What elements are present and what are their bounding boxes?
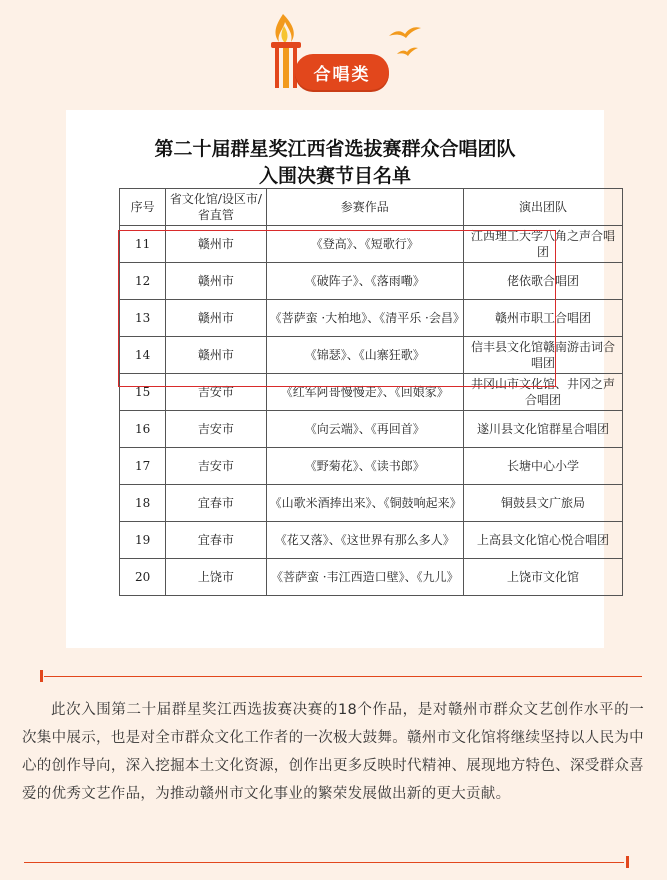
table-header-row bbox=[120, 189, 623, 226]
cell-team: 铜鼓县文广旅局 bbox=[463, 485, 622, 522]
header bbox=[0, 0, 667, 100]
cell-city: 吉安市 bbox=[166, 374, 266, 411]
cell-number: 19 bbox=[120, 522, 166, 559]
cell-works: 《锦瑟》、《山寨狂歌》 bbox=[266, 337, 463, 374]
cell-works: 《山歌米酒捧出来》、《铜鼓响起来》 bbox=[266, 485, 463, 522]
cell-works: 《登高》、《短歌行》 bbox=[266, 226, 463, 263]
divider-top bbox=[44, 676, 642, 677]
cell-number: 12 bbox=[120, 263, 166, 300]
cell-works: 《菩萨蛮 ·大柏地》、《清平乐 ·会昌》 bbox=[266, 300, 463, 337]
header-city: 省文化馆/设区市/省直管 bbox=[166, 189, 266, 226]
cell-team: 江西理工大学八角之声合唱团 bbox=[463, 226, 622, 263]
cell-works: 《菩萨蛮 ·韦江西造口壁》、《九儿》 bbox=[266, 559, 463, 596]
table-row bbox=[120, 448, 623, 485]
birds-icon bbox=[385, 22, 425, 62]
cell-team: 上高县文化馆心悦合唱团 bbox=[463, 522, 622, 559]
table-row bbox=[120, 485, 623, 522]
header-number: 序号 bbox=[120, 189, 166, 226]
finalist-table bbox=[119, 188, 623, 596]
cell-works: 《花又落》、《这世界有那么多人》 bbox=[266, 522, 463, 559]
document-image bbox=[66, 110, 615, 648]
cell-number: 11 bbox=[120, 226, 166, 263]
cell-city: 赣州市 bbox=[166, 263, 266, 300]
cell-number: 16 bbox=[120, 411, 166, 448]
cell-works: 《向云端》、《再回首》 bbox=[266, 411, 463, 448]
cell-works: 《破阵子》、《落雨嘞》 bbox=[266, 263, 463, 300]
table-row bbox=[120, 559, 623, 596]
cell-team: 信丰县文化馆赣南游击词合唱团 bbox=[463, 337, 622, 374]
document-title bbox=[66, 136, 604, 190]
cell-works: 《野菊花》、《读书郎》 bbox=[266, 448, 463, 485]
divider-tick bbox=[40, 670, 43, 682]
cell-team: 长塘中心小学 bbox=[463, 448, 622, 485]
title-line-2: 入围决赛节目名单 bbox=[258, 165, 411, 187]
cell-city: 赣州市 bbox=[166, 226, 266, 263]
cell-number: 15 bbox=[120, 374, 166, 411]
cell-team: 上饶市文化馆 bbox=[463, 559, 622, 596]
divider-tick bbox=[626, 856, 629, 868]
cell-number: 20 bbox=[120, 559, 166, 596]
cell-team: 井冈山市文化馆、井冈之声合唱团 bbox=[463, 374, 622, 411]
table-row bbox=[120, 522, 623, 559]
cell-team: 遂川县文化馆群星合唱团 bbox=[463, 411, 622, 448]
article-paragraph: 此次入围第二十届群星奖江西选拔赛决赛的18个作品，是对赣州市群众文艺创作水平的一次集中展示，也是对全市群众文化工作者的一次极大鼓舞。赣州市文化馆将继续坚持以人民为中心的创作导向，深入挖掘本土文化资源，创作出更多反映时代精神、展现地方特色、深受群众喜爱的优秀文艺作品，为推动赣州市文化事业的繁荣发展做出新的更大贡献。 bbox=[22, 702, 644, 802]
table-row bbox=[120, 374, 623, 411]
table-row bbox=[120, 226, 623, 263]
table-row bbox=[120, 300, 623, 337]
cell-city: 上饶市 bbox=[166, 559, 266, 596]
cell-city: 吉安市 bbox=[166, 411, 266, 448]
cell-city: 赣州市 bbox=[166, 300, 266, 337]
table-row bbox=[120, 411, 623, 448]
divider-bottom bbox=[24, 862, 624, 863]
table-row bbox=[120, 263, 623, 300]
cell-number: 17 bbox=[120, 448, 166, 485]
cell-number: 18 bbox=[120, 485, 166, 522]
cell-city: 宜春市 bbox=[166, 522, 266, 559]
cell-team: 佬依歌合唱团 bbox=[463, 263, 622, 300]
title-line-1: 第二十届群星奖江西省选拔赛群众合唱团队 bbox=[154, 138, 516, 160]
category-badge: 合唱类 bbox=[295, 54, 389, 90]
cell-city: 赣州市 bbox=[166, 337, 266, 374]
cell-city: 宜春市 bbox=[166, 485, 266, 522]
cell-number: 13 bbox=[120, 300, 166, 337]
cell-works: 《红军阿哥慢慢走》、《回娘家》 bbox=[266, 374, 463, 411]
header-team: 演出团队 bbox=[463, 189, 622, 226]
header-works: 参赛作品 bbox=[266, 189, 463, 226]
table-row bbox=[120, 337, 623, 374]
cell-city: 吉安市 bbox=[166, 448, 266, 485]
cell-team: 赣州市职工合唱团 bbox=[463, 300, 622, 337]
cell-number: 14 bbox=[120, 337, 166, 374]
